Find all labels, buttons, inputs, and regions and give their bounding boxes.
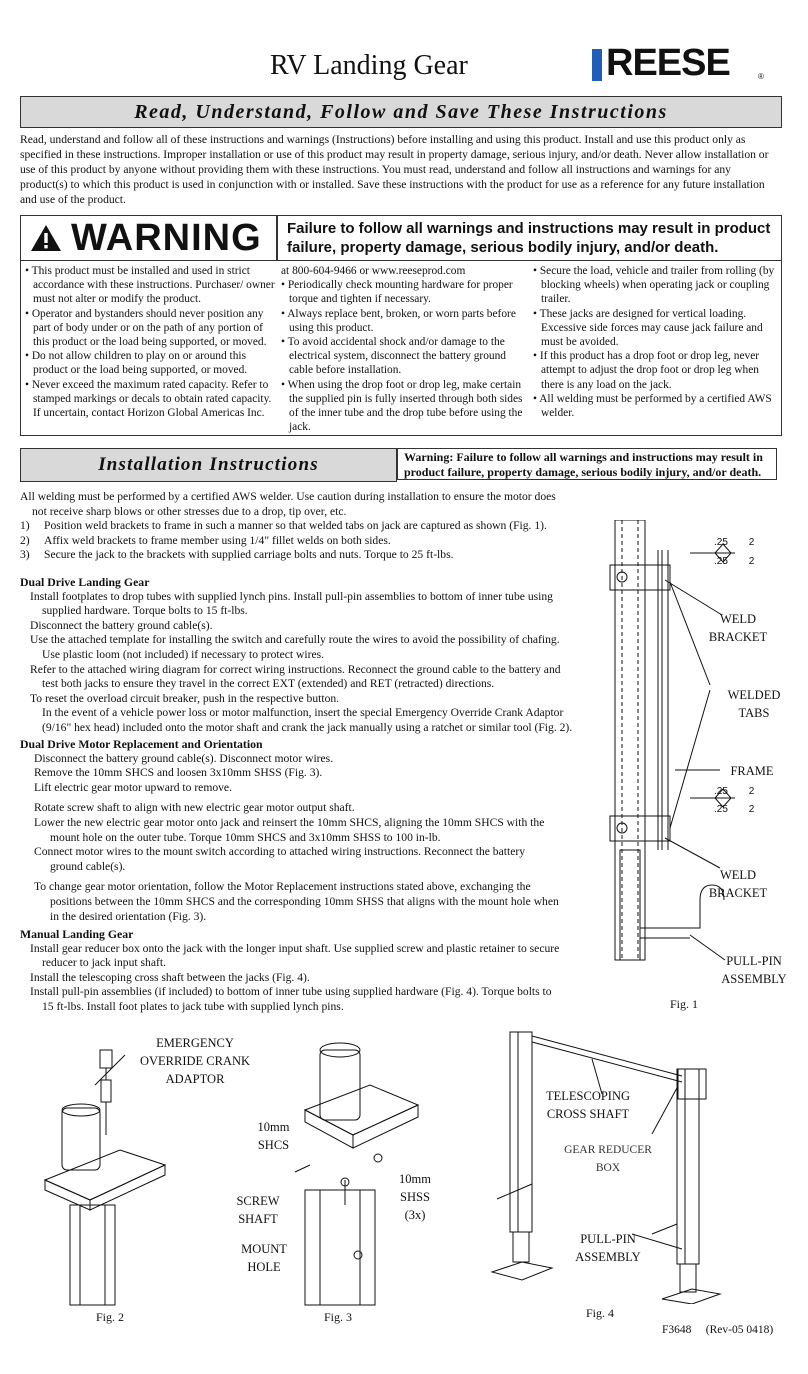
warning-bullet: • Do not allow children to play on or around this product or the load being supported, or moved.	[25, 350, 248, 377]
installation-lead	[20, 490, 600, 519]
section-line: To reset the overload circuit breaker, push in the respective button.	[30, 691, 340, 705]
weld-size: .25	[714, 537, 728, 548]
section-line: Use the attached template for installing the switch and carefully route the wires to avoid the possibility of chafing.	[30, 633, 560, 647]
section-line: Rotate screw shaft to align with new electric gear motor output shaft.	[34, 801, 355, 815]
warning-column-3	[531, 264, 779, 420]
label-10mm-shcs: 10mm SHCS	[257, 1120, 290, 1152]
weld-symbol-top	[714, 537, 754, 548]
label-10mm-shss: 10mm SHSS (3x)	[399, 1172, 431, 1222]
step-number: 3)	[20, 548, 30, 562]
warning-bullet: • Never exceed the maximum rated capacity. Refer to stamped markings or decals to obtain rated capacity. If uncertain, contact Horizon Global Americas Inc.	[25, 378, 272, 420]
warning-bullet: • These jacks are designed for vertical loading. Excessive side forces may cause jack failure and must be avoided.	[533, 307, 763, 349]
warning-bullet: • Operator and bystanders should never position any part of body under or on the path of any portion of this product or the load being supported, or moved.	[25, 307, 267, 349]
section-line: 15 ft-lbs. Install foot plates to jack tube with supplied lynch pins.	[42, 999, 344, 1013]
section-line: Disconnect the battery ground cable(s).	[30, 618, 213, 632]
section-line: test both jacks to ensure they travel in the correct EXT (extended) and RET (retracted) directions.	[42, 677, 495, 691]
fig1-diagram	[600, 520, 800, 990]
weld-length: 2	[748, 556, 755, 567]
label-frame: FRAME	[730, 764, 774, 778]
step-text: Position weld brackets to frame in such a manner so that welded tabs on jack are captured as shown (Fig. 1).	[44, 519, 547, 532]
label-weld-bracket-top: WELD BRACKET	[708, 612, 768, 644]
registered-mark: ®	[758, 72, 764, 81]
warning-column-2	[279, 264, 531, 434]
section-line: To change gear motor orientation, follow the Motor Replacement instructions stated above, exchanging the	[34, 880, 531, 894]
brand-logo	[592, 44, 772, 84]
motor-section	[20, 737, 610, 924]
dual-drive-section	[20, 575, 610, 736]
section-heading: Dual Drive Motor Replacement and Orientation	[20, 737, 263, 751]
warning-bullet: • Periodically check mounting hardware for proper torque and tighten if necessary.	[281, 279, 513, 306]
fig1-caption: Fig. 1	[670, 997, 699, 1011]
installation-steps	[20, 519, 600, 563]
section-line: (9/16" hex head) included onto the motor shaft and crank the jack manually using a ratchet or similar tool (Fig. 2).	[42, 720, 573, 734]
footer-part-number: F3648 (Rev-05 0418)	[662, 1324, 774, 1336]
warning-column-1	[23, 264, 277, 420]
warning-bullet: at 800-604-9466 or www.reeseprod.com	[281, 265, 466, 277]
warning-bullet: • If this product has a drop foot or drop leg, never attempt to adjust the drop foot or drop leg when there is any load on the jack.	[533, 350, 760, 391]
step-text: Affix weld brackets to frame member using 1/4" fillet welds on both sides.	[44, 533, 391, 547]
section-line: Lift electric gear motor upward to remove.	[34, 780, 232, 794]
logo-text: REESE	[606, 42, 730, 84]
lead-line: All welding must be performed by a certified AWS welder. Use caution during installation to ensure the motor does	[20, 490, 556, 503]
section-line: supplied hardware. Torque bolts to 15 ft-lbs.	[42, 604, 248, 618]
section-line: Connect motor wires to the mount switch according to attached wiring instructions. Reconnect the battery	[34, 845, 525, 859]
step-number: 2)	[20, 533, 30, 547]
warning-bullet: • To avoid accidental shock and/or damage to the electrical system, disconnect the battery ground cable before installation.	[281, 336, 506, 377]
step-row	[20, 548, 600, 563]
weld-length: 2	[748, 804, 755, 815]
section-line: Disconnect the battery ground cable(s). Disconnect motor wires.	[34, 751, 334, 765]
section-line: Install the telescoping cross shaft between the jacks (Fig. 4).	[30, 970, 310, 984]
section-line: Install pull-pin assemblies (if included) to bottom of inner tube using supplied hardware (Fig. 4). Torque bolts to	[30, 985, 552, 999]
label-gear-reducer: GEAR REDUCER BOX	[564, 1144, 652, 1174]
section-line: reducer to jack input shaft.	[42, 956, 166, 970]
weld-size: .25	[714, 556, 728, 567]
step-row	[20, 534, 600, 549]
document-title: RV Landing Gear	[270, 50, 468, 81]
installation-warning: Warning: Failure to follow all warnings and instructions may result in product failure, property damage, serious bodily injury, and/or death.	[397, 448, 777, 480]
warning-bullets	[20, 261, 782, 436]
weld-symbol-bottom-2	[714, 804, 754, 815]
warning-label-panel	[21, 216, 278, 260]
section-line: mount hole on the outer tube. Torque 10mm SHCS and 3x10mm SHSS to 100 in-lb.	[50, 830, 441, 844]
section-line: in the desired orientation (Fig. 3).	[50, 909, 207, 923]
label-weld-bracket-bottom: WELD BRACKET	[708, 868, 768, 900]
section-line: Install footplates to drop tubes with supplied lynch pins. Install pull-pin assemblies to bottom of inner tube using	[30, 589, 553, 603]
weld-size: .25	[714, 804, 728, 815]
warning-header	[20, 215, 782, 261]
label-pull-pin-fig4: PULL-PIN ASSEMBLY	[575, 1232, 641, 1264]
read-instructions-banner: Read, Understand, Follow and Save These Instructions	[20, 96, 782, 128]
section-heading: Manual Landing Gear	[20, 927, 134, 941]
label-mount-hole: MOUNT HOLE	[241, 1242, 287, 1274]
weld-size: .25	[714, 786, 728, 797]
section-line: ground cable(s).	[50, 859, 126, 873]
installation-banner: Installation Instructions	[20, 448, 397, 482]
section-line: Lower the new electric gear motor onto jack and reinsert the 10mm SHCS, aligning the 10mm SHCS with the	[34, 815, 545, 829]
section-line: Refer to the attached wiring diagram for correct wiring instructions. Reconnect the ground cable to the battery and	[30, 662, 561, 676]
lead-line: not receive sharp blows or other stresses due to a drop, tip over, etc.	[32, 504, 347, 518]
fig3-caption: Fig. 3	[324, 1310, 353, 1324]
warning-bullet: • All welding must be performed by a certified AWS welder.	[533, 392, 772, 420]
section-heading: Dual Drive Landing Gear	[20, 575, 150, 589]
section-line: In the event of a vehicle power loss or motor malfunction, insert the special Emergency Override Crank Adaptor	[42, 706, 564, 720]
intro-paragraph: Read, understand and follow all of these instructions and warnings (Instructions) before installing and using this product. Install and use this product only as specified in these instructions. Improper installation or use of this product may result in property damage, serious injury, and/or death. Never allow installation or use of this product by anyone without providing them with these instructions. You must read, understand and follow all instructions and warnings for any product(s) to which this product is used in conjunction with or installed. Save these instructions with the product for use as a reference for any future installation and use of the product.	[20, 133, 769, 206]
warning-word: WARNING	[71, 217, 262, 259]
manual-section	[20, 927, 610, 1015]
fig4-caption: Fig. 4	[586, 1306, 615, 1320]
warning-bullet: • This product must be installed and used in strict accordance with these instructions. Purchaser/ owner must not alter or modify the product.	[25, 265, 275, 306]
weld-length: 2	[748, 537, 755, 548]
warning-message: Failure to follow all warnings and instructions may result in product failure, property damage, serious bodily injury, and/or death.	[287, 220, 771, 256]
logo-bar	[592, 49, 602, 81]
step-row	[20, 519, 600, 534]
weld-symbol-top-2	[714, 556, 754, 567]
label-screw-shaft: SCREW SHAFT	[236, 1194, 280, 1226]
label-welded-tabs: WELDED TABS	[727, 688, 781, 720]
warning-bullet: • Secure the load, vehicle and trailer from rolling (by blocking wheels) when operating jack or coupling trailer.	[533, 265, 775, 306]
section-line: Install gear reducer box onto the jack with the longer input shaft. Use supplied screw and plastic retainer to secure	[30, 941, 560, 955]
section-line: Remove the 10mm SHCS and loosen 3x10mm SHSS (Fig. 3).	[34, 766, 323, 780]
step-number: 1)	[20, 519, 30, 532]
label-pull-pin: PULL-PIN ASSEMBLY	[721, 954, 787, 986]
warning-bullet: • When using the drop foot or drop leg, make certain the supplied pin is fully inserted through both sides of the inner tube and the drop tube before using the jack.	[281, 378, 523, 434]
warning-triangle-icon	[30, 224, 62, 252]
label-override-crank: EMERGENCY OVERRIDE CRANK ADAPTOR	[139, 1036, 251, 1086]
weld-length: 2	[748, 786, 755, 797]
warning-bullet: • Always replace bent, broken, or worn parts before using this product.	[281, 307, 516, 334]
label-cross-shaft: TELESCOPING CROSS SHAFT	[545, 1089, 631, 1121]
fig2-caption: Fig. 2	[96, 1310, 125, 1324]
weld-symbol-bottom	[714, 786, 754, 797]
step-text: Secure the jack to the brackets with supplied carriage bolts and nuts. Torque to 25 ft-lbs.	[44, 548, 454, 562]
section-line: Use plastic loom (not included) if necessary to protect wires.	[42, 647, 325, 661]
section-line: positions between the 10mm SHCS and the corresponding 10mm SHSS that aligns with the mount hole when	[50, 894, 559, 908]
